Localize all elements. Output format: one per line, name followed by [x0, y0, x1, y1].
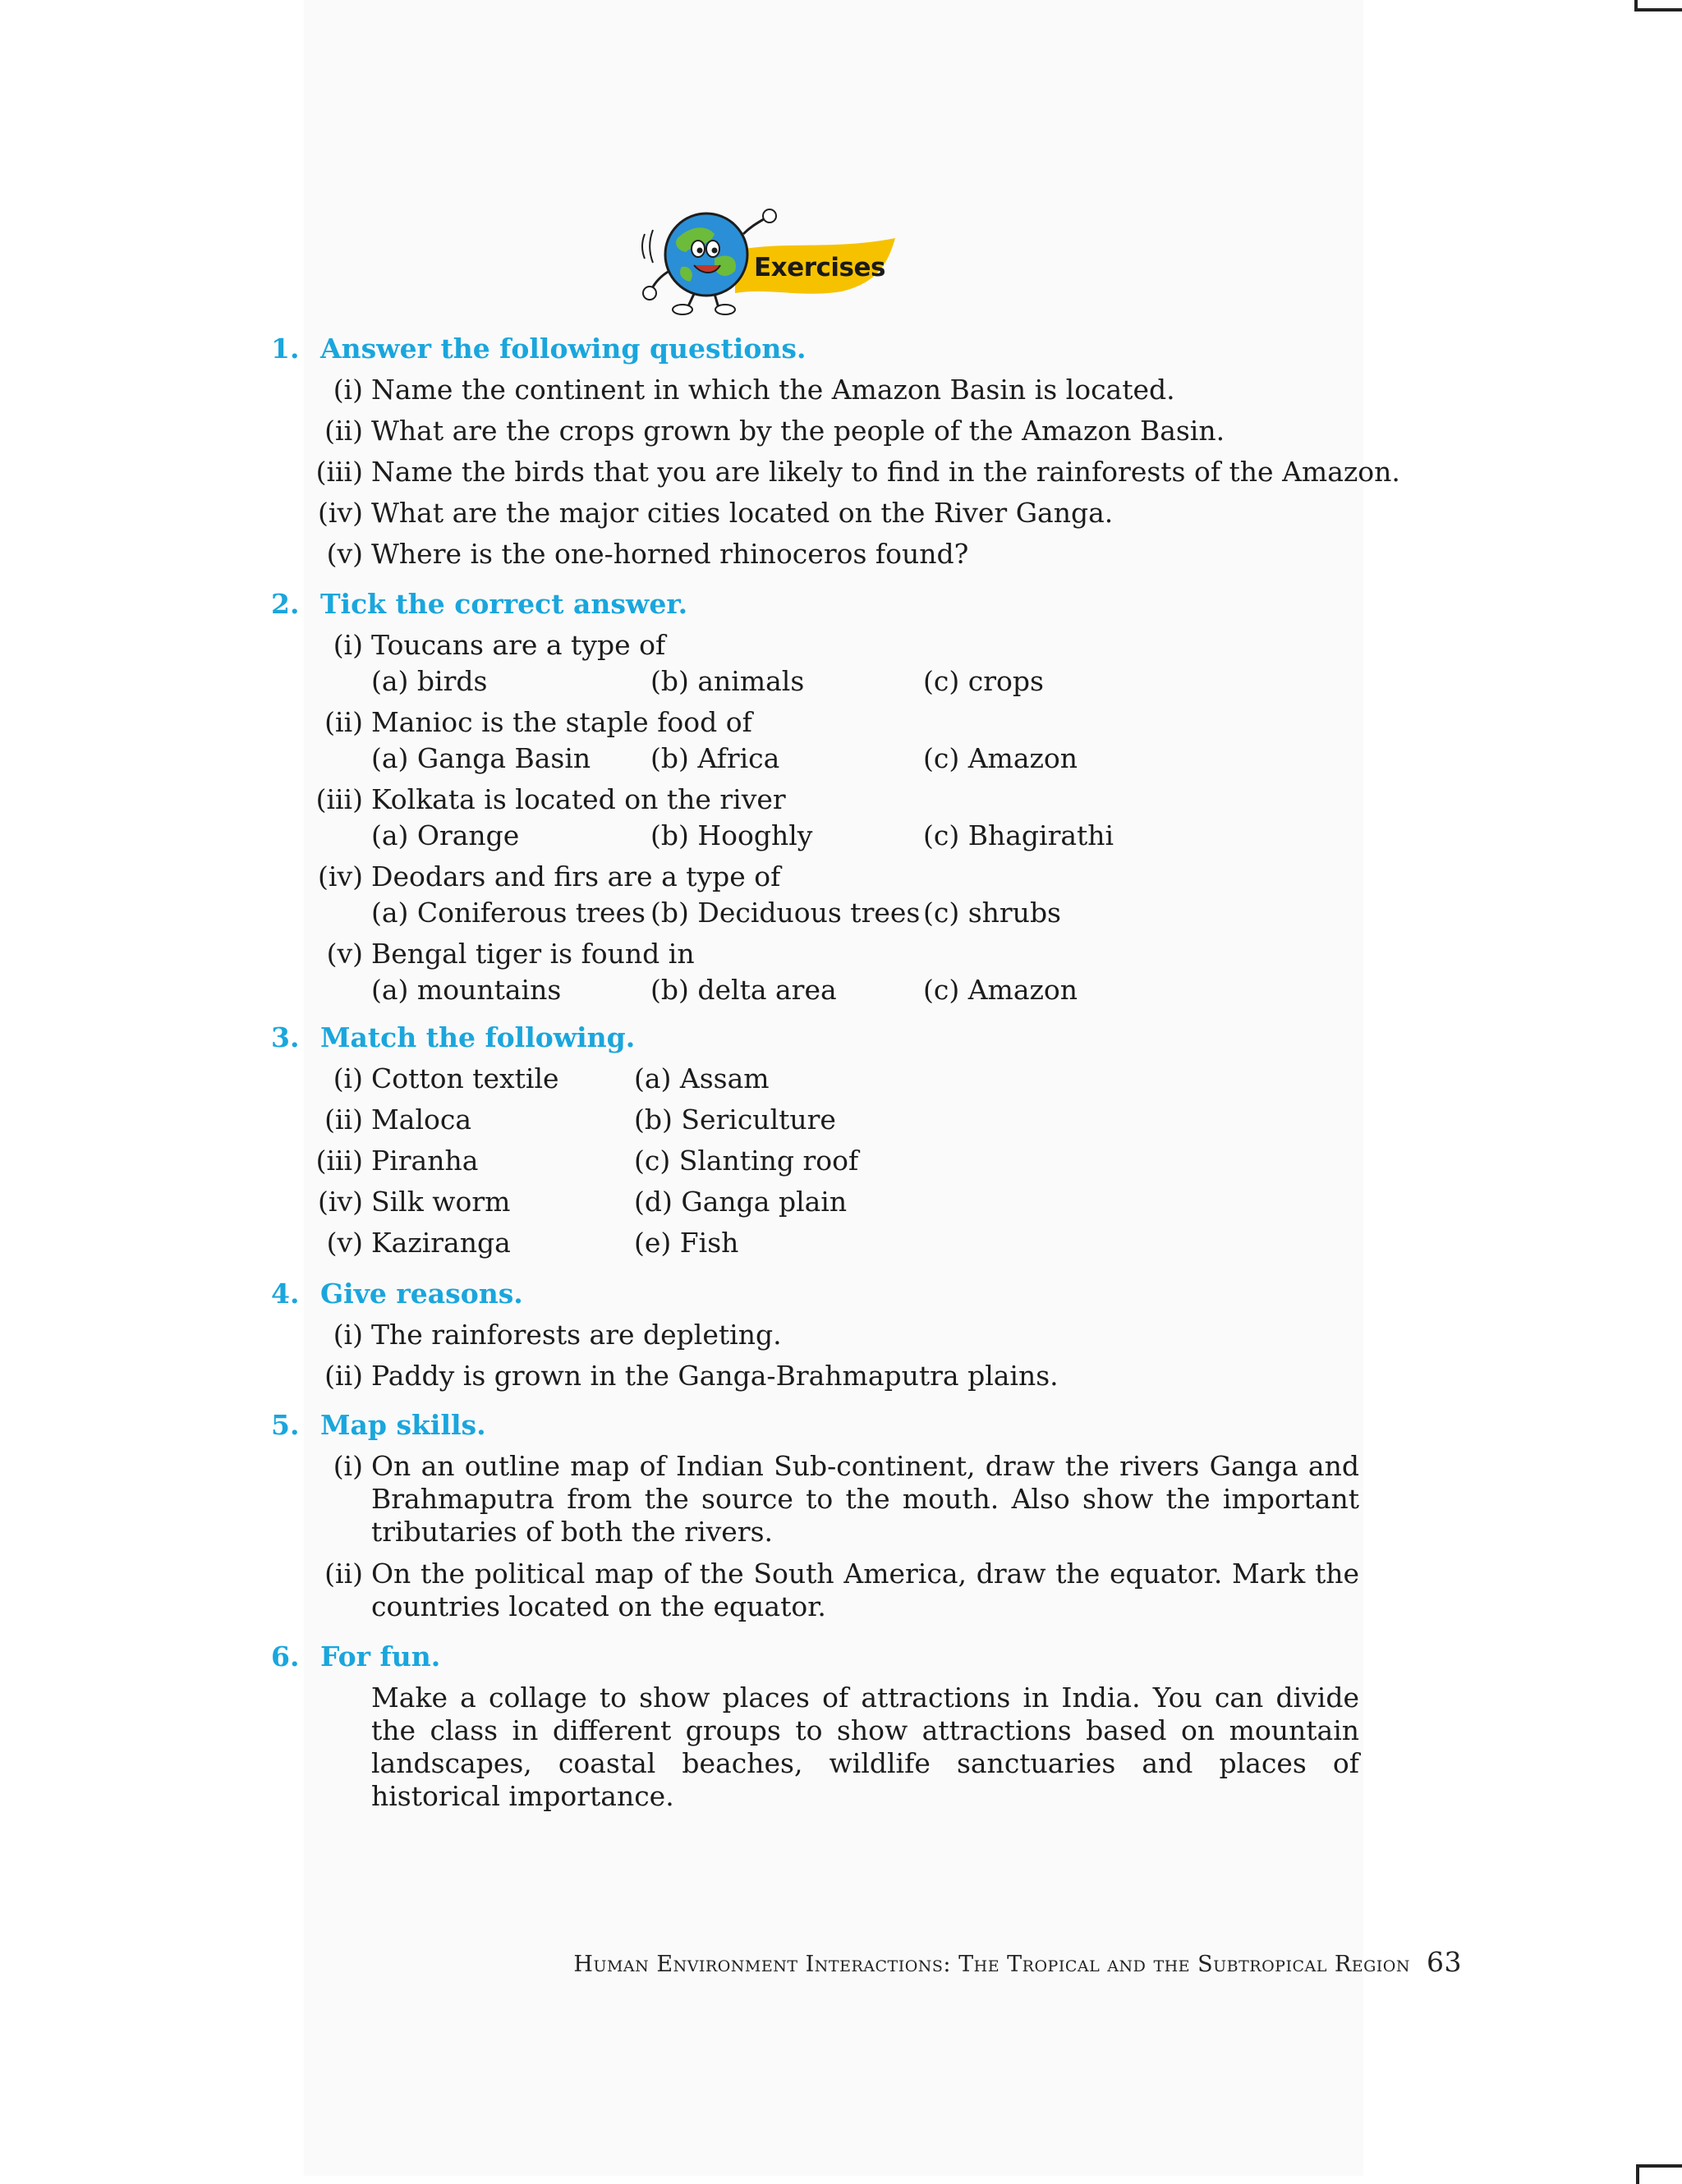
for-fun-text: Make a collage to show places of attractions in India. You can divide the class in different groups to show attractions based on mountain landscapes, coastal beaches, wildlife sanctuaries and places of historical importance.: [371, 1682, 1359, 1812]
exercises-banner-label: Exercises: [754, 253, 885, 282]
option-a: (a) Orange: [371, 819, 520, 851]
match-option: (b) Sericulture: [634, 1103, 836, 1136]
match-option: (e) Fish: [634, 1227, 739, 1259]
option-a: (a) Coniferous trees: [371, 897, 646, 929]
item-number: (ii): [324, 415, 363, 447]
item-number: (v): [326, 938, 363, 970]
question-number: 6.: [271, 1640, 300, 1672]
item-text: Kaziranga: [371, 1227, 511, 1259]
item-number: (iii): [315, 456, 363, 488]
item-number: (i): [333, 1450, 363, 1482]
question-1-heading: [271, 333, 806, 365]
question-4-heading: [271, 1278, 523, 1310]
crop-mark-top-right: [1634, 0, 1682, 11]
q5-item-text: On an outline map of Indian Sub-continent, draw the rivers Ganga and Brahmaputra from the source to the mouth. Also show the important tributaries of both the rivers.: [371, 1450, 1359, 1548]
option-a: (a) birds: [371, 665, 488, 697]
item-number: (i): [333, 374, 363, 406]
item-number: (v): [326, 1227, 363, 1259]
crop-mark-bottom-right: [1636, 2164, 1682, 2184]
option-b: (b) Africa: [650, 742, 780, 774]
item-text: Name the continent in which the Amazon Basin is located.: [371, 374, 1175, 406]
page-number: 63: [1427, 1946, 1462, 1978]
item-number: (iv): [318, 497, 363, 529]
item-text: Silk worm: [371, 1186, 511, 1218]
option-c: (c) Amazon: [923, 974, 1078, 1006]
item-number: (iii): [315, 783, 363, 815]
item-text: Where is the one-horned rhinoceros found?: [371, 538, 969, 570]
item-text: Cotton textile: [371, 1062, 559, 1094]
item-number: (iii): [315, 1145, 363, 1177]
option-c: (c) Amazon: [923, 742, 1078, 774]
question-number: 3.: [271, 1021, 300, 1053]
item-text: Deodars and firs are a type of: [371, 860, 781, 892]
running-head: Human Environment Interactions: The Tropical and the Subtropical Region: [573, 1952, 1410, 1977]
question-2-heading: [271, 588, 687, 620]
option-b: (b) Hooghly: [650, 819, 813, 851]
item-number: (iv): [318, 860, 363, 892]
question-title: Match the following.: [320, 1021, 636, 1053]
item-number: (i): [333, 629, 363, 661]
option-c: (c) shrubs: [923, 897, 1061, 929]
item-number: (ii): [324, 1103, 363, 1136]
item-number: (iv): [318, 1186, 363, 1218]
item-text: Bengal tiger is found in: [371, 938, 695, 970]
question-title: Give reasons.: [320, 1278, 523, 1310]
question-number: 5.: [271, 1409, 300, 1441]
match-option: (c) Slanting roof: [634, 1145, 859, 1177]
question-number: 4.: [271, 1278, 300, 1310]
item-text: Piranha: [371, 1145, 479, 1177]
item-number: (ii): [324, 1558, 363, 1590]
question-5-heading: [271, 1409, 486, 1441]
option-b: (b) Deciduous trees: [650, 897, 921, 929]
item-text: Paddy is grown in the Ganga-Brahmaputra plains.: [371, 1360, 1059, 1392]
option-b: (b) delta area: [650, 974, 837, 1006]
question-title: For fun.: [320, 1640, 441, 1672]
match-option: (d) Ganga plain: [634, 1186, 848, 1218]
item-text: What are the major cities located on the River Ganga.: [371, 497, 1114, 529]
item-text: Maloca: [371, 1103, 472, 1136]
match-option: (a) Assam: [634, 1062, 770, 1094]
question-number: 1.: [271, 333, 300, 365]
question-6-heading: [271, 1640, 440, 1672]
question-title: Tick the correct answer.: [320, 588, 688, 620]
option-a: (a) Ganga Basin: [371, 742, 591, 774]
option-a: (a) mountains: [371, 974, 562, 1006]
option-b: (b) animals: [650, 665, 805, 697]
question-title: Answer the following questions.: [320, 333, 807, 365]
item-text: Toucans are a type of: [371, 629, 666, 661]
item-text: Name the birds that you are likely to find in the rainforests of the Amazon.: [371, 456, 1400, 488]
item-number: (ii): [324, 1360, 363, 1392]
item-number: (i): [333, 1062, 363, 1094]
page-footer: [517, 1946, 1462, 1978]
item-text: What are the crops grown by the people of the Amazon Basin.: [371, 415, 1225, 447]
option-c: (c) crops: [923, 665, 1044, 697]
item-number: (ii): [324, 706, 363, 738]
option-c: (c) Bhagirathi: [923, 819, 1114, 851]
item-text: The rainforests are depleting.: [371, 1319, 782, 1351]
item-number: (i): [333, 1319, 363, 1351]
question-number: 2.: [271, 588, 300, 620]
question-title: Map skills.: [320, 1409, 486, 1441]
item-text: Manioc is the staple food of: [371, 706, 752, 738]
item-text: Kolkata is located on the river: [371, 783, 786, 815]
q5-item-text: On the political map of the South America, draw the equator. Mark the countries located on the equator.: [371, 1558, 1359, 1622]
item-number: (v): [326, 538, 363, 570]
question-3-heading: [271, 1021, 635, 1053]
